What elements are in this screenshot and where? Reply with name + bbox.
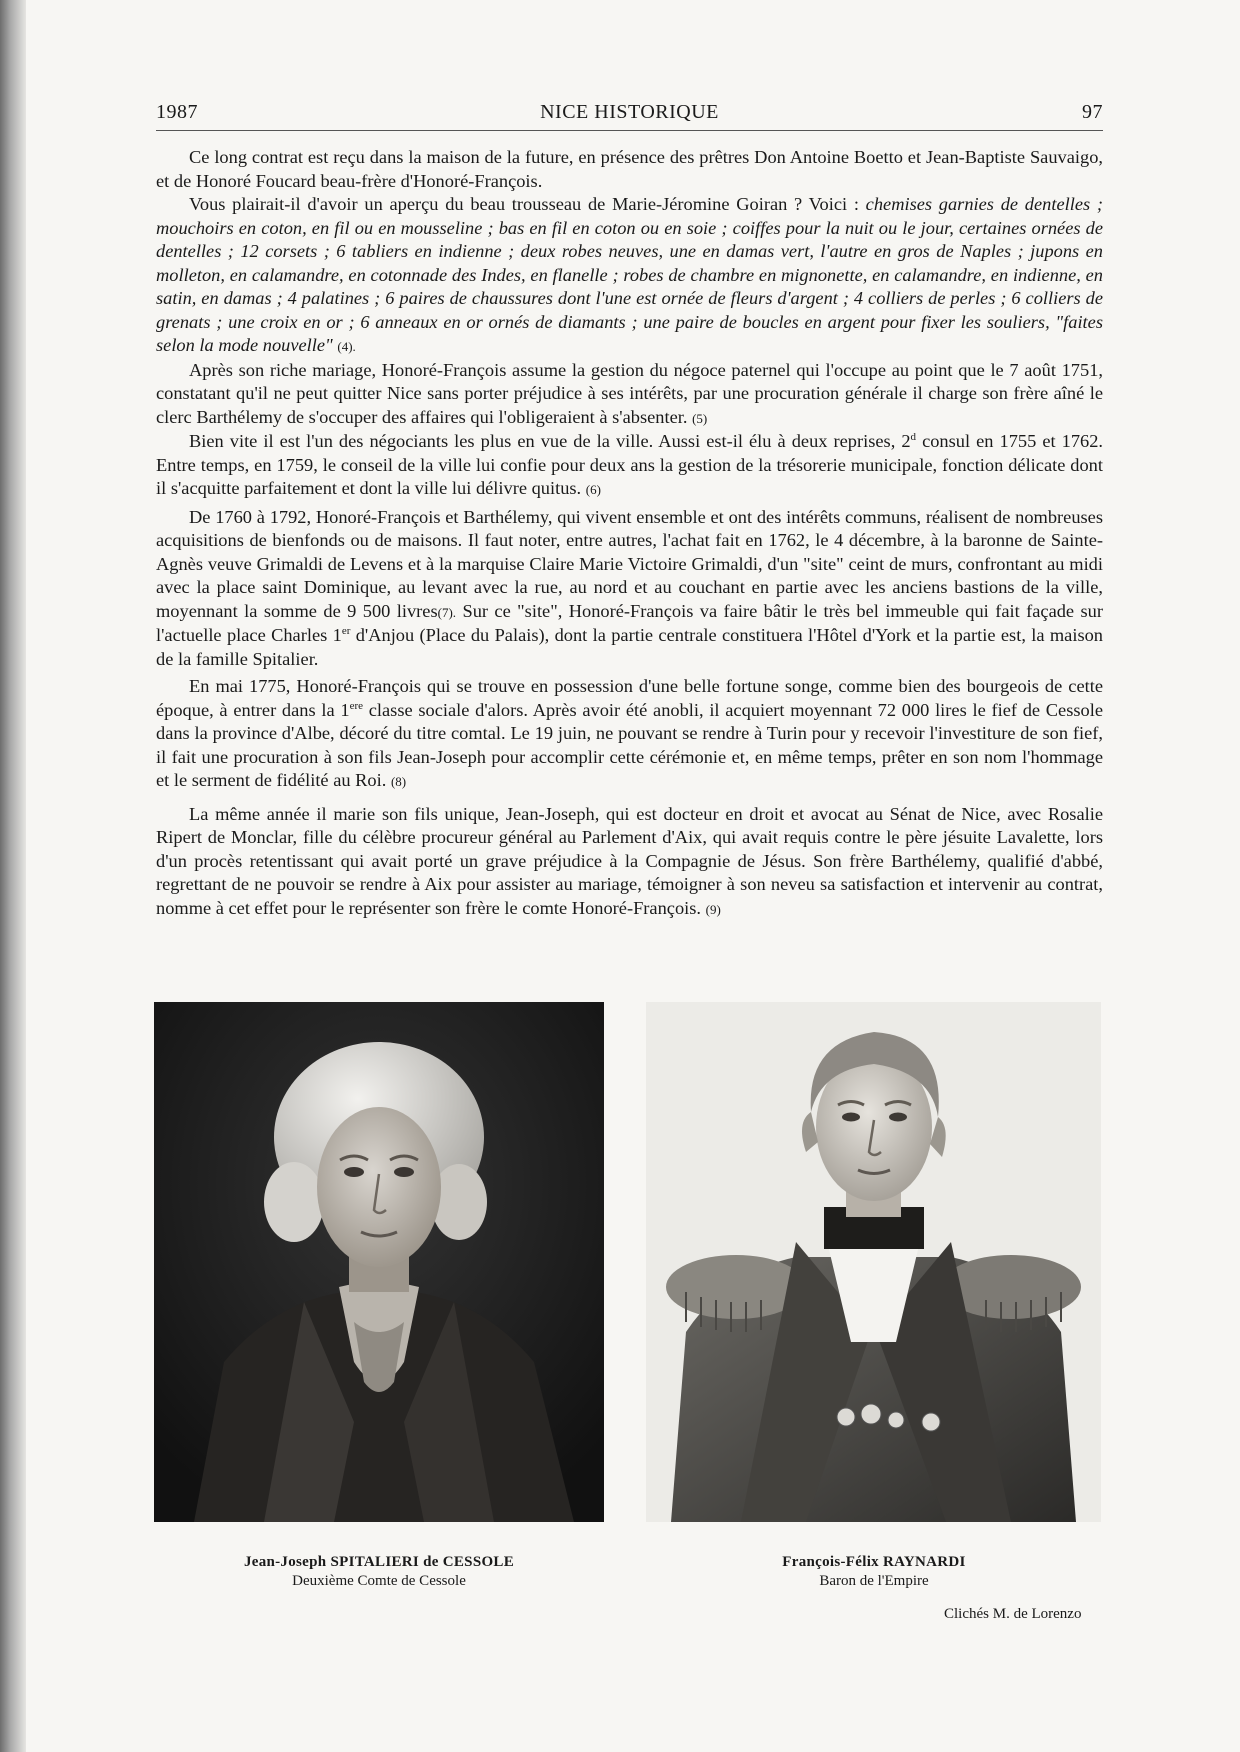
caption-title: Deuxième Comte de Cessole xyxy=(292,1573,466,1589)
footnote-ref: (8) xyxy=(390,774,407,789)
page-number: 97 xyxy=(1082,101,1103,123)
paragraph-acquisitions: De 1760 à 1792, Honoré-François et Barthélemy, qui vivent ensemble et ont des intérêts communs, réalisent de nombreuses acquisitions de bienfonds ou de maisons. Il faut noter, entre autres, l'achat fait en 1762, le 4 décembre, à la baronne de Sainte-Agnès veuve Grimaldi de Levens et à la marquise Claire Marie Victoire Grimaldi, d'un "site" ceint de murs, confrontant au midi avec la place saint Dominique, au levant avec la rue, au nord et au couchant en partie avec les anciens bastions de la ville, moyennant la somme de 9 500 livres(7). Sur ce "site", Honoré-François va faire bâtir le très bel immeuble qui fait façade sur l'actuelle place Charles 1er d'Anjou (Place du Palais), dont la partie centrale constituera l'Hôtel d'York et la partie est, la maison de la famille Spitalier. xyxy=(156,506,1103,669)
caption-title: Baron de l'Empire xyxy=(819,1573,929,1589)
scan-edge-shadow xyxy=(0,0,26,1752)
footnote-ref: (6) xyxy=(585,482,601,497)
paragraph-anoblissement: En mai 1775, Honoré-François qui se trouve en possession d'une belle fortune songe, comme bien des bourgeois de cette époque, à entrer dans la 1ere classe sociale d'alors. Après avoir été anobli, il acquiert moyennant 72 000 lires le fief de Cessole dans la province d'Albe, décoré du titre comtal. Le 19 juin, ne pouvant se rendre à Turin pour y recevoir l'investiture de son fief, il fait une procuration à son fils Jean-Joseph pour accomplir cette cérémonie et, en même temps, prêter en son nom l'hommage et le serment de fidélité au Roi. (8) xyxy=(156,676,1103,790)
caption-spitalieri xyxy=(179,1553,579,1591)
article-body xyxy=(156,146,1103,921)
paragraph-contract: Ce long contrat est reçu dans la maison de la future, en présence des prêtres Don Antoine Boetto et Jean-Baptiste Sauvaigo, et de Honoré Foucard beau-frère d'Honoré-François. xyxy=(156,147,1103,191)
caption-name: Jean-Joseph SPITALIERI de CESSOLE xyxy=(243,1554,515,1570)
paragraph-consul: Bien vite il est l'un des négociants les plus en vue de la ville. Aussi est-il élu à deux reprises, 2$^d$ consul en 1755 et 1762. Entre temps, en 1759, le conseil de la ville lui confie pour deux ans la gestion de la trésorerie municipale, fonction délicate dont il s'acquitte parfaitement et dont la ville lui délivre quitus. (6) xyxy=(156,430,1103,498)
paragraph-negoce: Après son riche mariage, Honoré-François assume la gestion du négoce paternel qui l'occupe au point que le 7 août 1751, constatant qu'il ne peut quitter Nice sans porter préjudice à ses intérêts, par une procuration générale il charge son frère aîné le clerc Barthélemy de s'occuper des affaires qui l'obligeraient à s'absenter. (5) xyxy=(156,359,1103,427)
running-header xyxy=(156,98,1103,131)
footnote-ref: (7). xyxy=(437,604,457,620)
portrait-spitalieri xyxy=(154,1002,604,1522)
portrait-raynardi-image xyxy=(646,1002,1101,1522)
footnote-ref: (9) xyxy=(705,901,721,917)
trousseau-list: chemises garnies de dentelles ; mouchoirs en coton, en fil ou en mousseline ; bas en fil en coton ou en soie ; coiffes pour la nuit ou le jour, certaines ornées de dentelles ; 12 corsets ; 6 tabliers en indienne ; deux robes neuves, une en damas vert, l'autre en gros de Naples ; jupons en molleton, en calamandre, en cotonnade des Indes, en flanelle ; robes de chambre en mignonette, en calamandre, en indienne, en satin, en damas ; 4 palatines ; 6 paires de chaussures dont l'une est ornée de fleurs d'argent ; 4 colliers de perles ; 6 colliers de grenats ; une croix en or ; 6 anneaux en or ornés de diamants ; une paire de boucles en argent pour fixer les souliers, "faites selon la mode nouvelle" xyxy=(156,194,1103,355)
caption-raynardi xyxy=(674,1553,1074,1591)
portrait-raynardi xyxy=(646,1002,1101,1522)
portrait-spitalieri-image xyxy=(154,1002,604,1522)
photo-credit: Clichés M. de Lorenzo xyxy=(944,1606,1082,1622)
caption-name: François-Félix RAYNARDI xyxy=(782,1554,966,1570)
header-title: NICE HISTORIQUE xyxy=(540,101,719,123)
footnote-ref: (4). xyxy=(337,339,356,354)
footnote-ref: (5) xyxy=(692,410,708,426)
header-year: 1987 xyxy=(156,101,198,123)
paragraph-trousseau: Vous plairait-il d'avoir un aperçu du beau trousseau de Marie-Jéromine Goiran ? Voici : chemises garnies de dentelles ; mouchoirs en coton, en fil ou en mousseline ; bas en fil en coton ou en soie ; coiffes pour la nuit ou le jour, certaines ornées de dentelles ; 12 corsets ; 6 tabliers en indienne ; deux robes neuves, une en damas vert, l'autre en gros de Naples ; jupons en molleton, en calamandre, en cotonnade des Indes, en flanelle ; robes de chambre en mignonette, en calamandre, en indienne, en satin, en damas ; 4 palatines ; 6 paires de chaussures dont l'une est ornée de fleurs d'argent ; 4 colliers de perles ; 6 colliers de grenats ; une croix en or ; 6 anneaux en or ornés de diamants ; une paire de boucles en argent pour fixer les souliers, "faites selon la mode nouvelle" (4). xyxy=(156,194,1103,355)
paragraph-mariage: La même année il marie son fils unique, Jean-Joseph, qui est docteur en droit et avocat au Sénat de Nice, avec Rosalie Ripert de Monclar, fille du célèbre procureur général au Parlement d'Aix, qui avait requis contre le père jésuite Lavalette, lors d'un procès retentissant qui avait porté un grave préjudice à la Compagnie de Jésus. Son frère Barthélemy, qualifié d'abbé, regrettant de ne pouvoir se rendre à Aix pour assister au mariage, témoigner à son neveu sa satisfaction et intervenir au contrat, nomme à cet effet pour le représenter son frère le comte Honoré-François. (9) xyxy=(156,803,1103,918)
